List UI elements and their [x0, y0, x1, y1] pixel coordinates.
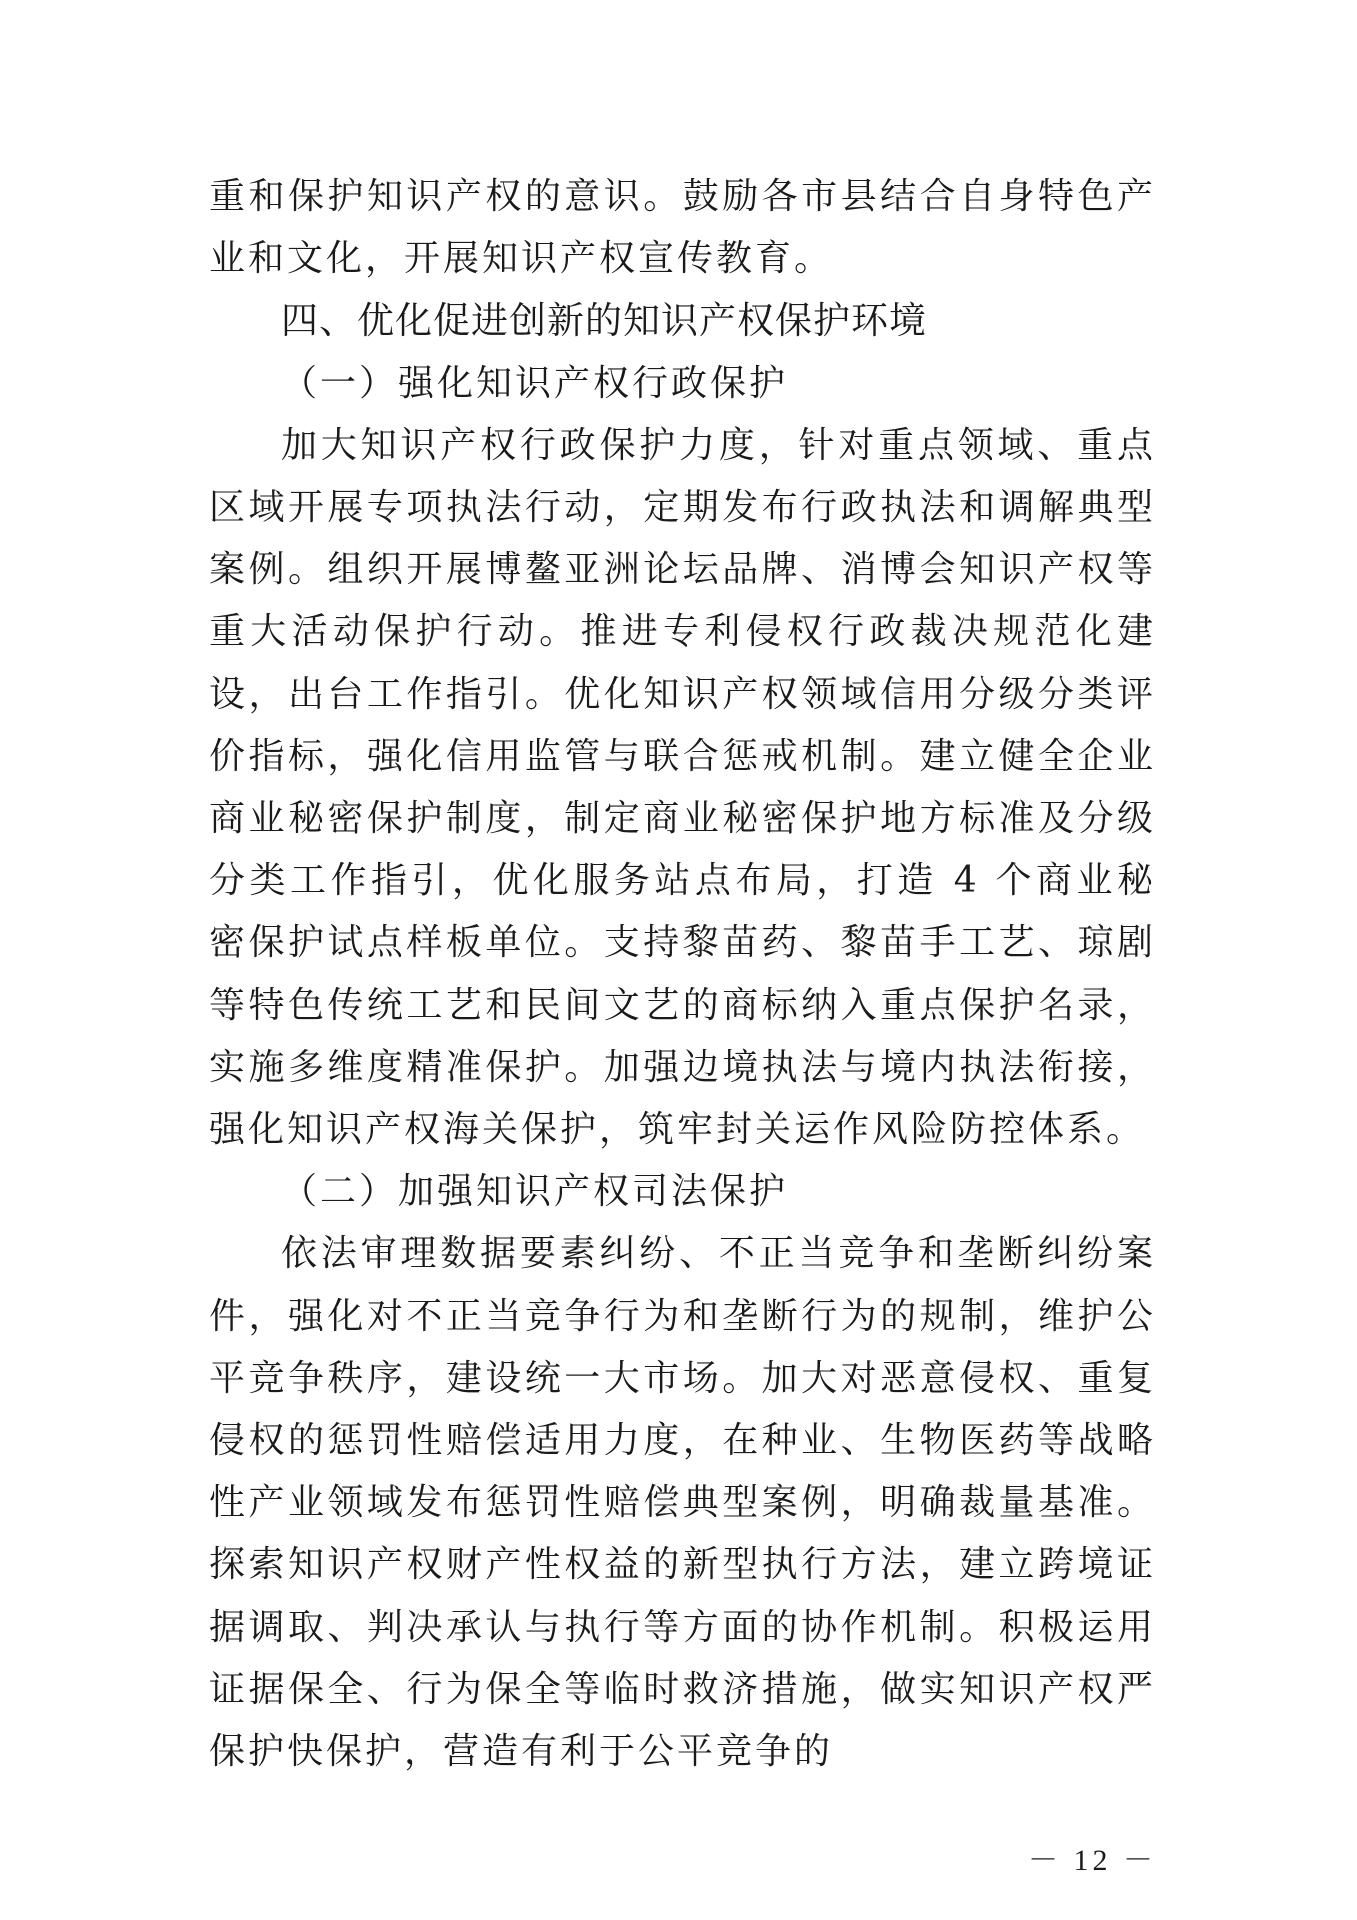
- paragraph-continued: 重和保护知识产权的意识。鼓励各市县结合自身特色产业和文化，开展知识产权宣传教育。: [209, 176, 1156, 280]
- subsection-heading-2: （二）加强知识产权司法保护: [281, 1171, 789, 1213]
- body-text: [209, 166, 1156, 1783]
- paragraph-judicial-protection: 依法审理数据要素纠纷、不正当竞争和垄断纠纷案件，强化对不正当竞争行为和垄断行为的规制，维护公平竞争秩序，建设统一大市场。加大对恶意侵权、重复侵权的惩罚性赔偿适用力度，在种业、生物医药等战略性产业领域发布惩罚性赔偿典型案例，明确裁量基准。探索知识产权财产性权益的新型执行方法，建立跨境证据调取、判决承认与执行等方面的协作机制。积极运用证据保全、行为保全等临时救济措施，做实知识产权严保护快保护，营造有利于公平竞争的: [209, 1233, 1156, 1773]
- section-heading-4: 四、优化促进创新的知识产权保护环境: [281, 299, 927, 343]
- page-number: － 12 －: [1028, 1844, 1157, 1877]
- paragraph-administrative-protection: 加大知识产权行政保护力度，针对重点领域、重点区域开展专项执法行动，定期发布行政执法和调解典型案例。组织开展博鳌亚洲论坛品牌、消博会知识产权等重大活动保护行动。推进专利侵权行政裁决规范化建设，出台工作指引。优化知识产权领域信用分级分类评价指标，强化信用监管与联合惩戒机制。建立健全企业商业秘密保护制度，制定商业秘密保护地方标准及分级分类工作指引，优化服务站点布局，打造 4 个商业秘密保护试点样板单位。支持黎苗药、黎苗手工艺、琼剧等特色传统工艺和民间文艺的商标纳入重点保护名录，实施多维度精准保护。加强边境执法与境内执法衔接，强化知识产权海关保护，筑牢封关运作风险防控体系。: [209, 424, 1156, 1151]
- subsection-heading-1: （一）强化知识产权行政保护: [281, 362, 789, 404]
